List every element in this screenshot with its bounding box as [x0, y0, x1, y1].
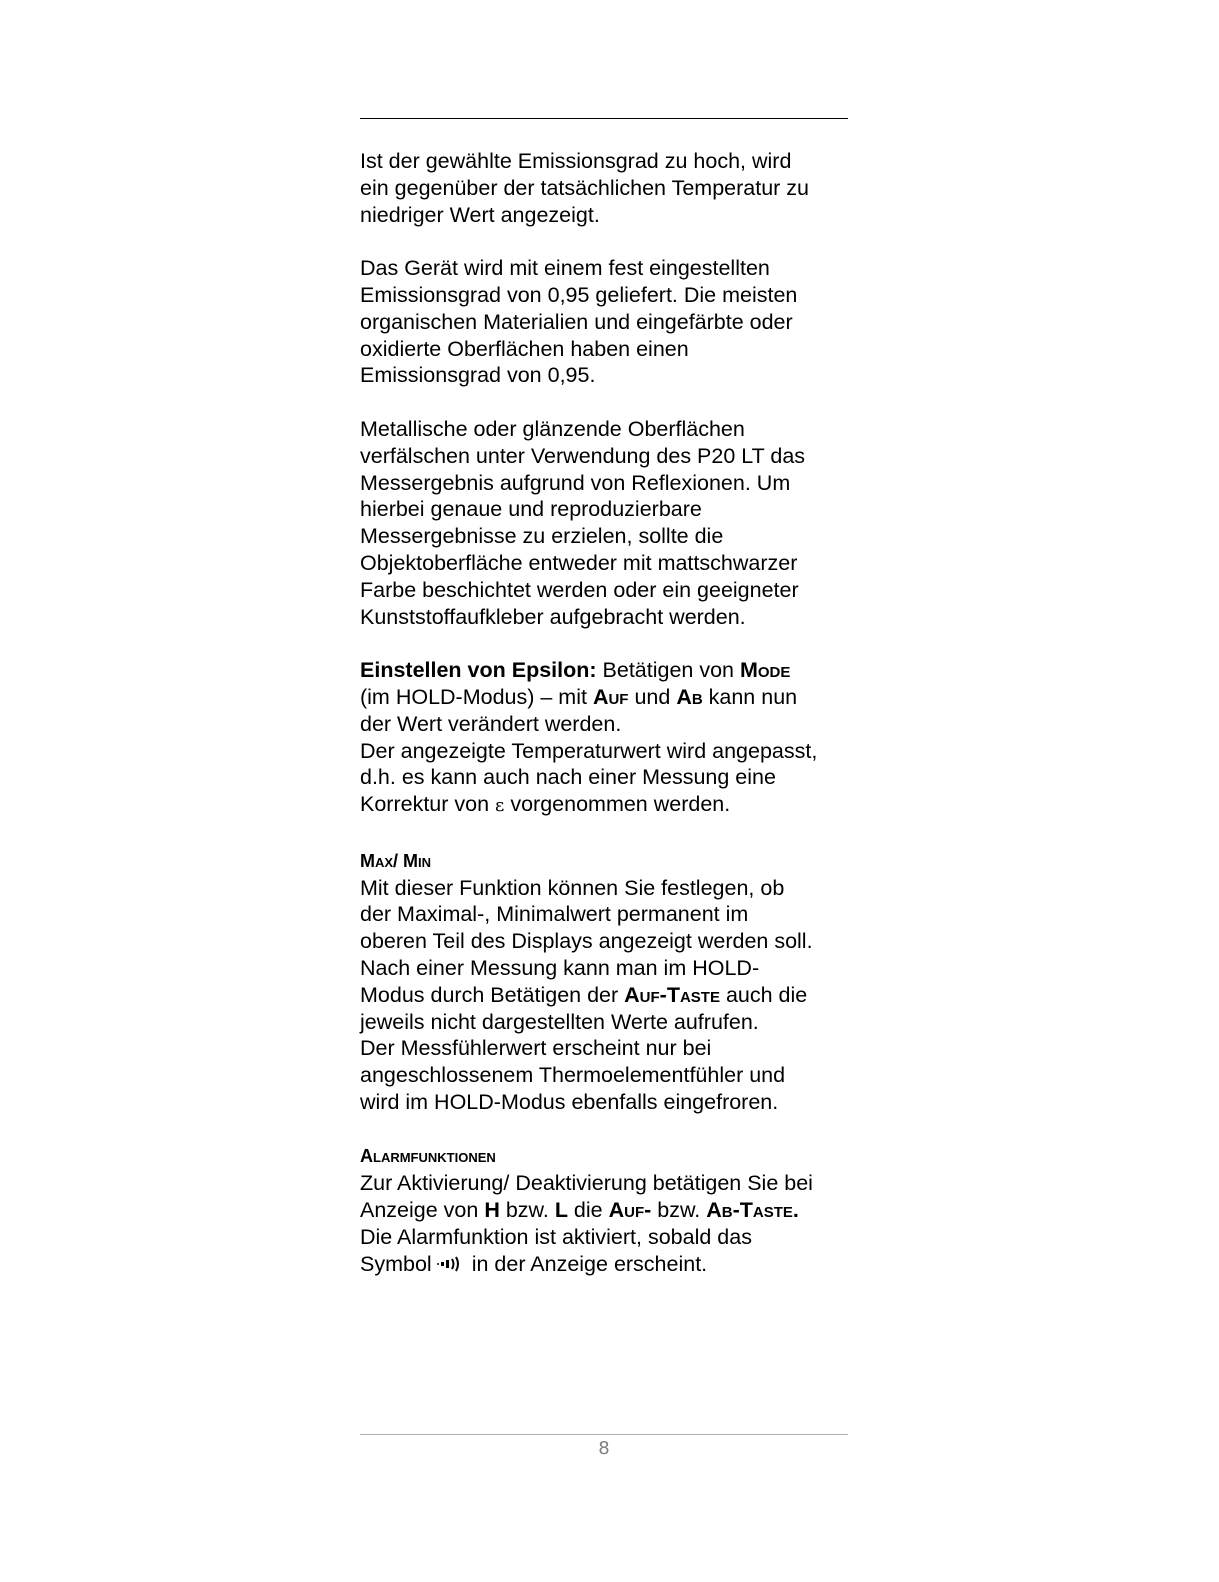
- text-line: Zur Aktivierung/ Deaktivierung betätigen Sie bei: [360, 1171, 813, 1196]
- text-fragment: Anzeige von: [360, 1198, 485, 1223]
- text-line: Die Alarmfunktion ist aktiviert, sobald das: [360, 1224, 752, 1249]
- text-line: verfälschen unter Verwendung des P20 LT das: [360, 443, 806, 468]
- text-line: Messergebnisse zu erzielen, sollte die: [360, 524, 724, 549]
- text-line: Objektoberfläche entweder mit mattschwarzer: [360, 550, 798, 575]
- key-h: H: [484, 1198, 500, 1223]
- text-line: d.h. es kann auch nach einer Messung eine: [360, 765, 776, 790]
- text-fragment: bzw.: [651, 1198, 707, 1223]
- text-line: Der Messfühlerwert erscheint nur bei: [360, 1036, 712, 1061]
- text-line: der Wert verändert werden.: [360, 711, 622, 736]
- text-line: ein gegenüber der tatsächlichen Temperatur zu: [360, 175, 810, 200]
- footer-rule: [360, 1434, 848, 1435]
- epsilon-heading: Einstellen von Epsilon:: [360, 658, 597, 683]
- text-fragment: Betätigen von: [596, 658, 740, 683]
- text-fragment: die: [567, 1198, 609, 1223]
- text-line: Kunststoffaufkleber aufgebracht werden.: [360, 604, 746, 629]
- text-line: oberen Teil des Displays angezeigt werden soll.: [360, 929, 813, 954]
- text-line: Der angezeigte Temperaturwert wird angepasst,: [360, 738, 818, 763]
- text-line: niedriger Wert angezeigt.: [360, 202, 600, 227]
- header-rule: [360, 118, 848, 119]
- text-line: Emissionsgrad von 0,95 geliefert. Die meisten: [360, 282, 798, 307]
- paragraph-emission-too-high: [360, 148, 860, 228]
- key-mode: Mode: [739, 658, 791, 683]
- text-line: Ist der gewählte Emissionsgrad zu hoch, wird: [360, 149, 792, 173]
- text-line: jeweils nicht dargestellten Werte aufrufen.: [360, 1009, 759, 1034]
- alarm-speaker-icon: [436, 1252, 468, 1268]
- text-line: wird im HOLD-Modus ebenfalls eingefroren.: [360, 1089, 779, 1114]
- section-epsilon: [360, 657, 860, 820]
- text-line: hierbei genaue und reproduzierbare: [360, 497, 702, 522]
- text-line: Das Gerät wird mit einem fest eingestellten: [360, 256, 770, 281]
- key-ab-taste: Ab-Taste.: [706, 1198, 799, 1223]
- section-alarm: [360, 1142, 860, 1277]
- text-fragment: Modus durch Betätigen der: [360, 982, 625, 1007]
- text-line: Messergebnis aufgrund von Reflexionen. Um: [360, 470, 791, 495]
- key-l: L: [554, 1198, 568, 1223]
- text-line: oxidierte Oberflächen haben einen: [360, 336, 689, 361]
- text-line: Nach einer Messung kann man im HOLD-: [360, 955, 760, 980]
- text-fragment: auch die: [719, 982, 808, 1007]
- text-fragment: Korrektur von: [360, 792, 496, 817]
- key-ab: Ab: [676, 684, 703, 709]
- text-line: organischen Materialien und eingefärbte oder: [360, 309, 793, 334]
- paragraph-default-emissivity: [360, 255, 860, 389]
- key-auf: Auf: [592, 684, 629, 709]
- max-min-heading: Max/ Min: [360, 850, 432, 871]
- text-fragment: Symbol: [360, 1251, 432, 1276]
- text-fragment: bzw.: [499, 1198, 555, 1223]
- text-fragment: vorgenommen werden.: [504, 792, 731, 817]
- page-content: [360, 148, 860, 1277]
- text-fragment: und: [628, 684, 677, 709]
- key-auf-taste: Auf-Taste: [624, 982, 720, 1007]
- text-fragment: in der Anzeige erscheint.: [471, 1251, 708, 1276]
- text-line: angeschlossenem Thermoelementfühler und: [360, 1063, 786, 1088]
- key-auf-dash: Auf-: [608, 1198, 652, 1223]
- text-fragment: kann nun: [702, 684, 798, 709]
- alarm-heading: Alarmfunktionen: [360, 1146, 496, 1167]
- text-fragment: (im HOLD-Modus) – mit: [360, 684, 593, 709]
- text-line: der Maximal-, Minimalwert permanent im: [360, 902, 749, 927]
- paragraph-metallic-surfaces: [360, 416, 860, 630]
- epsilon-symbol: ε: [495, 795, 505, 817]
- text-line: Mit dieser Funktion können Sie festlegen, ob: [360, 875, 785, 900]
- text-line: Metallische oder glänzende Oberflächen: [360, 416, 745, 441]
- text-line: Emissionsgrad von 0,95.: [360, 363, 596, 388]
- page-number: 8: [598, 1438, 610, 1459]
- text-line: Farbe beschichtet werden oder ein geeigneter: [360, 577, 799, 602]
- section-max-min: [360, 847, 860, 1116]
